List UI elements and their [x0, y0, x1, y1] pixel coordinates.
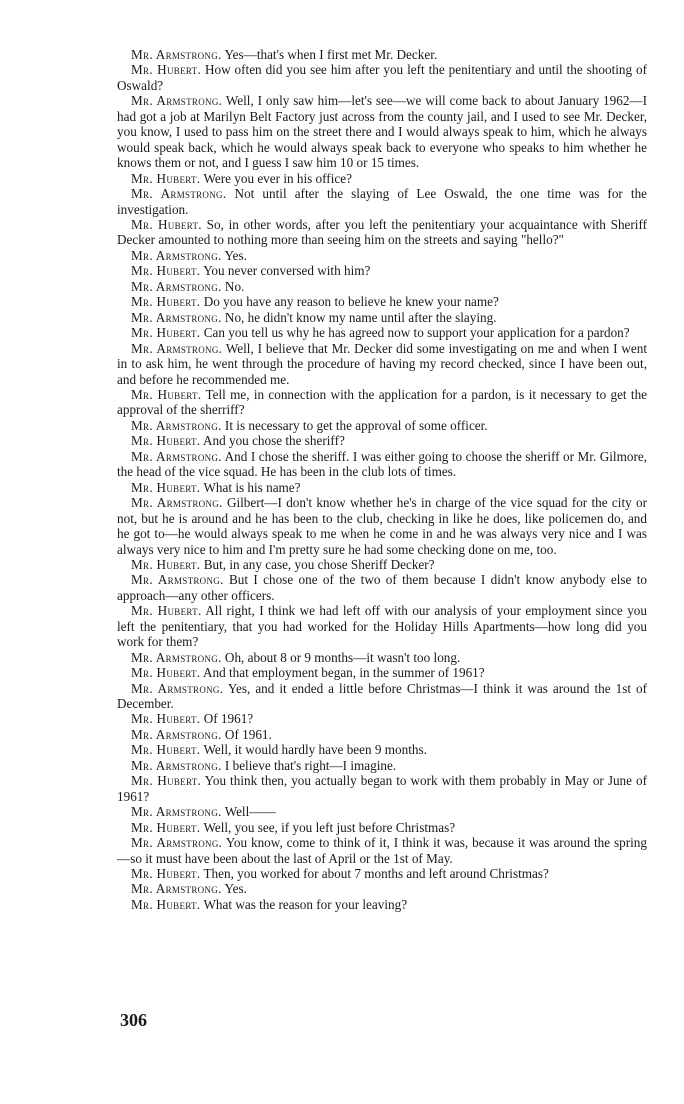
speech-text: Can you tell us why he has agreed now to support your application for a pardon? — [203, 325, 630, 341]
speech-text: What is his name? — [203, 479, 301, 495]
transcript-paragraph — [117, 325, 647, 340]
transcript-paragraph — [117, 171, 647, 186]
speaker-label: Mr. Armstrong. — [131, 835, 223, 851]
speaker-label: Mr. Hubert. — [131, 773, 202, 789]
transcript-paragraph — [117, 897, 647, 912]
transcript-paragraph — [117, 387, 647, 418]
speaker-label: Mr. Armstrong. — [131, 278, 222, 294]
transcript-paragraph — [117, 341, 647, 387]
speaker-label: Mr. Hubert. — [131, 216, 202, 232]
transcript-paragraph — [117, 711, 647, 726]
speech-text: Not until after the slaying of Lee Oswald, the one time was for the investigation. — [117, 186, 648, 217]
transcript-paragraph — [117, 681, 647, 712]
transcript-paragraph — [117, 835, 647, 866]
transcript-paragraph — [117, 495, 647, 557]
speech-text: It is necessary to get the approval of some officer. — [224, 417, 488, 433]
speaker-label: Mr. Armstrong. — [131, 680, 224, 696]
transcript-paragraph — [117, 449, 647, 480]
speech-text: Well—— — [224, 804, 276, 820]
speech-text: How often did you see him after you left the penitentiary and until the shooting of Oswald? — [117, 62, 648, 93]
transcript-paragraph — [117, 418, 647, 433]
transcript-paragraph — [117, 186, 647, 217]
transcript-paragraph — [117, 294, 647, 309]
transcript-paragraph — [117, 650, 647, 665]
speech-text: All right, I think we had left off with our analysis of your employment since you left the penitentiary, that you had worked for the Holiday Hills Apartments—how long did you work for them? — [117, 603, 647, 650]
speech-text: But I chose one of the two of them because I didn't know anybody else to approach—any other officers. — [117, 572, 647, 603]
transcript-paragraph — [117, 603, 647, 649]
speech-text: Well, you see, if you left just before Christmas? — [203, 819, 456, 835]
transcript-paragraph — [117, 758, 647, 773]
speaker-label: Mr. Hubert. — [131, 556, 201, 572]
speech-text: You think then, you actually began to work with them probably in May or June of 1961? — [117, 773, 647, 804]
speech-text: Yes—that's when I first met Mr. Decker. — [224, 47, 438, 62]
speech-text: Of 1961. — [224, 726, 272, 742]
speaker-label: Mr. Armstrong. — [131, 649, 222, 665]
speaker-label: Mr. Armstrong. — [131, 186, 227, 202]
transcript-paragraph — [117, 93, 647, 170]
transcript-paragraph — [117, 866, 647, 881]
speech-text: I believe that's right—I imagine. — [224, 757, 397, 773]
speaker-label: Mr. Armstrong. — [131, 93, 223, 109]
speaker-label: Mr. Hubert. — [131, 711, 201, 727]
speech-text: Yes. — [224, 881, 247, 897]
speech-text: Tell me, in connection with the application for a pardon, is it necessary to get the approval of the sherriff? — [117, 386, 648, 418]
speaker-label: Mr. Hubert. — [131, 263, 201, 279]
speech-text: And I chose the sheriff. I was either going to choose the sheriff or Mr. Gilmore, the head of the vice squad. He has been in the club lots of times. — [117, 448, 647, 480]
speaker-label: Mr. Armstrong. — [131, 417, 222, 433]
transcript-paragraph — [117, 727, 647, 742]
transcript-paragraph — [117, 433, 647, 448]
speaker-label: Mr. Hubert. — [131, 665, 201, 681]
speaker-label: Mr. Armstrong. — [131, 47, 222, 62]
speaker-label: Mr. Armstrong. — [131, 804, 222, 820]
speaker-label: Mr. Hubert. — [131, 62, 202, 78]
speaker-label: Mr. Hubert. — [131, 819, 201, 835]
transcript-paragraph — [117, 881, 647, 896]
speaker-label: Mr. Armstrong. — [131, 726, 222, 742]
speaker-label: Mr. Hubert. — [131, 433, 201, 449]
speech-text: Of 1961? — [203, 711, 254, 727]
speech-text: Well, it would hardly have been 9 months. — [203, 742, 427, 758]
speech-text: Do you have any reason to believe he knew your name? — [203, 294, 499, 310]
transcript-paragraph — [117, 804, 647, 819]
speech-text: Oh, about 8 or 9 months—it wasn't too long. — [224, 649, 461, 665]
transcript-paragraph — [117, 742, 647, 757]
transcript-paragraph — [117, 217, 647, 248]
speech-text: No. — [224, 278, 245, 294]
page-number: 306 — [120, 1010, 147, 1030]
transcript-paragraph — [117, 47, 647, 62]
transcript-paragraph — [117, 248, 647, 263]
speech-text: Well, I believe that Mr. Decker did some investigating on me and when I went in to ask him, he went through the procedure of having my record checked, since I have been out, and before he recommended me. — [117, 340, 648, 387]
speech-text: Yes, and it ended a little before Christmas—I think it was around the 1st of December. — [117, 680, 647, 712]
transcript-paragraph — [117, 820, 647, 835]
speech-text: You never conversed with him? — [203, 263, 371, 279]
speech-text: But, in any case, you chose Sheriff Decker? — [203, 556, 435, 572]
speaker-label: Mr. Armstrong. — [131, 757, 222, 773]
speech-text: Were you ever in his office? — [203, 170, 352, 186]
transcript-paragraph — [117, 557, 647, 572]
speaker-label: Mr. Hubert. — [131, 603, 202, 619]
speaker-label: Mr. Hubert. — [131, 866, 201, 882]
speaker-label: Mr. Armstrong. — [131, 572, 224, 588]
speaker-label: Mr. Hubert. — [131, 742, 201, 758]
speaker-label: Mr. Hubert. — [131, 170, 201, 186]
speaker-label: Mr. Armstrong. — [131, 495, 223, 511]
speaker-label: Mr. Armstrong. — [131, 309, 222, 325]
speech-text: No, he didn't know my name until after the slaying. — [224, 309, 497, 325]
speech-text: You know, come to think of it, I think it was, because it was around the spring—so it must have been about the last of April or the 1st of May. — [117, 835, 647, 866]
speech-text: What was the reason for your leaving? — [203, 896, 408, 912]
speech-text: And you chose the sheriff? — [202, 433, 345, 449]
transcript-paragraph — [117, 263, 647, 278]
transcript-paragraph — [117, 480, 647, 495]
speaker-label: Mr. Armstrong. — [131, 881, 222, 897]
transcript-paragraph — [117, 572, 647, 603]
speaker-label: Mr. Hubert. — [131, 386, 202, 402]
speaker-label: Mr. Armstrong. — [131, 448, 222, 464]
speaker-label: Mr. Armstrong. — [131, 340, 223, 356]
speech-text: So, in other words, after you left the penitentiary your acquaintance with Sheriff Decker amounted to nothing more than seeing him on the streets and saying "hello?" — [117, 216, 648, 248]
transcript-paragraph — [117, 62, 647, 93]
transcript-paragraph — [117, 310, 647, 325]
speech-text: Yes. — [224, 247, 247, 263]
speaker-label: Mr. Hubert. — [131, 896, 201, 912]
speech-text: Gilbert—I don't know whether he's in charge of the vice squad for the city or not, but he is around and he has been to the club, checking in like he does, like policemen do, and he got to—he would always speak to me when he come in and he was always very nice and I was always very nice to him and I'm pretty sure he had some checking done on me, too. — [117, 495, 647, 557]
speech-text: And that employment began, in the summer of 1961? — [202, 665, 485, 681]
speaker-label: Mr. Hubert. — [131, 325, 201, 341]
speaker-label: Mr. Hubert. — [131, 479, 201, 495]
speech-text: Then, you worked for about 7 months and left around Christmas? — [203, 866, 549, 882]
speaker-label: Mr. Hubert. — [131, 294, 201, 310]
transcript-paragraph — [117, 665, 647, 680]
transcript-paragraph — [117, 773, 647, 804]
speech-text: Well, I only saw him—let's see—we will come back to about January 1962—I had got a job at Marilyn Belt Factory just across from the county jail, and I used to see Mr. Decker, you know, I used to pass him on the street there and I would always speak to him, which he always would speak back, which he would always speak back to everyone who speaks to him whether he knows them or not, and I guess I saw him 10 or 15 times. — [117, 93, 648, 171]
transcript-paragraph — [117, 279, 647, 294]
transcript-body — [117, 47, 647, 912]
speaker-label: Mr. Armstrong. — [131, 247, 222, 263]
